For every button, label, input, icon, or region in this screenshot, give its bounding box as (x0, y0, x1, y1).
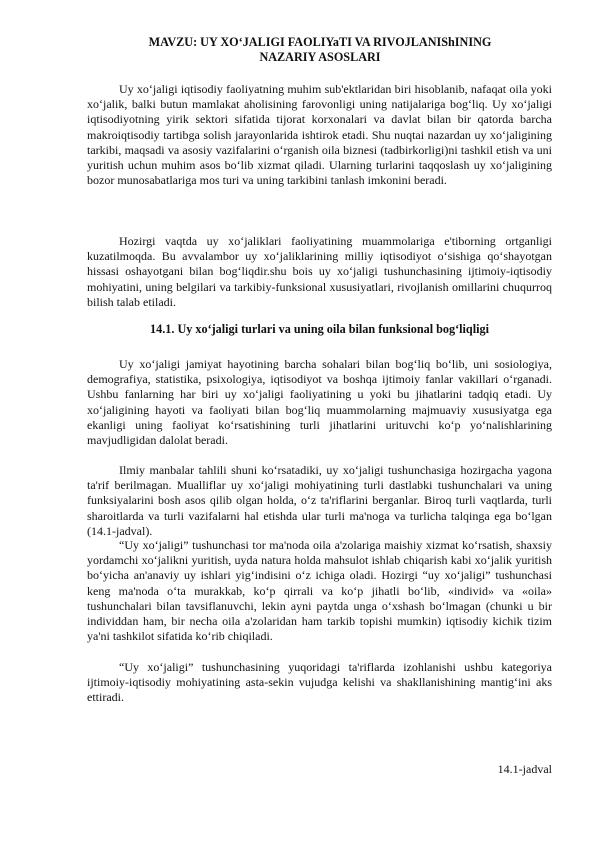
title-line-1: MAVZU: UY XO‘JALIGI FAOLIYaTI VA RIVOJLANIShINING (148, 35, 492, 49)
paragraph-6: “Uy xo‘jaligi” tushunchasining yuqoridagi ta'riflarda izohlanishi ushbu kategoriya ijtimoiy-iqtisodiy mohiyatining asta-sekin vujudga kelishi va shakllanishining mantig‘ini aks ettiradi. (87, 660, 552, 705)
paragraph-4: Ilmiy manbalar tahlili shuni ko‘rsatadiki, uy xo‘jaligi tushunchasiga hozirgacha yagona ta'rif berilmagan. Mualliflar uy xo‘jaligi mohiyatining turli dastlabki tushunchalari va uning funksiyalarini bosh asos qilib olgan holda, o‘z ta'riflarini berganlar. Biroq turli vaqtlarda, turli sharoitlarda va turli vazifalarni hal etishda ular turli ma'noga va turlicha talqinga ega bo‘lgan (14.1-jadval). (87, 463, 552, 538)
table-caption: 14.1-jadval (497, 762, 552, 776)
paragraph-3: Uy xo‘jaligi jamiyat hayotining barcha sohalari bilan bog‘liq bo‘lib, uni sosiologiya, demografiya, statistika, psixologiya, iqtisodiyot va boshqa ijtimoiy fanlar vakillari o‘rganadi. Ushbu fanlarning har biri uy xo‘jaligi faoliyatining u yoki bu jihatlarini tadqiq etadi. Uy xo‘jaligining hayoti va faoliyati bilan bog‘liq muammolarning majmuaviy xususiyatga ega ekanligi uning faoliyat ko‘rsatishining turli jihatlarini urituvchi ko‘p yo‘nalishlarining mavjudligidan dalolat beradi. (87, 357, 552, 448)
paragraph-2: Hozirgi vaqtda uy xo‘jaliklari faoliyatining muammolariga e'tiborning ortganligi kuzatilmoqda. Bu avvalambor uy xo‘jaliklarining milliy iqtisodiyot o‘sishiga qo‘shayotgan hissasi oshayotgani bilan bog‘liqdir.shu bois uy xo‘jaligi tushunchasining ijtimoiy-iqtisodiy mohiyatini, uning belgilari va tarkibiy-funksional xususiyatlari, rivojlanish omillarini chuqurroq bilish talab etiladi. (87, 234, 552, 309)
section-heading: 14.1. Uy xo‘jaligi turlari va uning oila bilan funksional bog‘liqligi (150, 322, 489, 336)
title-line-2: NAZARIY ASOSLARI (259, 50, 381, 64)
document-title (60, 35, 580, 65)
paragraph-5: “Uy xo‘jaligi” tushunchasi tor ma'noda oila a'zolariga maishiy xizmat ko‘rsatish, shaxsiy yordamchi xo‘jalikni yuritish, uyda natura holda mahsulot ishlab chiqarish kabi xo‘jalik yuritish bo‘yicha an'anaviy uy ishlari yig‘indisini o‘z ichiga oladi. Hozirgi “uy xo‘jaligi” tushunchasi keng ma'noda o‘ta murakkab, ko‘p qirrali va ko‘p jihatli bo‘lib, «individ» va «oila» tushunchalari bilan tavsiflanuvchi, lekin ayni paytda unga o‘xshash bo‘lmagan (chunki u bir individdan ham, bir necha oila a'zolaridan ham tarkib topishi mumkin) iqtisodiy kichik tizim ya'ni tashkilot sifatida ko‘rib chiqiladi. (87, 538, 552, 644)
paragraph-1: Uy xo‘jaligi iqtisodiy faoliyatning muhim sub'ektlaridan biri hisoblanib, nafaqat oila yoki xo‘jalik, balki butun mamlakat aholisining farovonligi uning natijalariga bog‘liq. Uy xo‘jaligi iqtisodiyotning yirik sektori sifatida tijorat korxonalari va davlat bilan bir qatorda barcha makroiqtisodiy tartibga solish jarayonlarida ishtirok etadi. Shu nuqtai nazardan uy xo‘jaligining tarkibi, maqsadi va asosiy vazifalarini o‘rganish oila biznesi (tadbirkorligi)ni tashkil etish va uni yuritish uchun muhim asos bo‘lib xizmat qiladi. Ularning turlarini taqqoslash uy xo‘jaligining bozor munosabatlariga mos turi va uning tarkibini tanlash imkonini beradi. (87, 82, 552, 188)
